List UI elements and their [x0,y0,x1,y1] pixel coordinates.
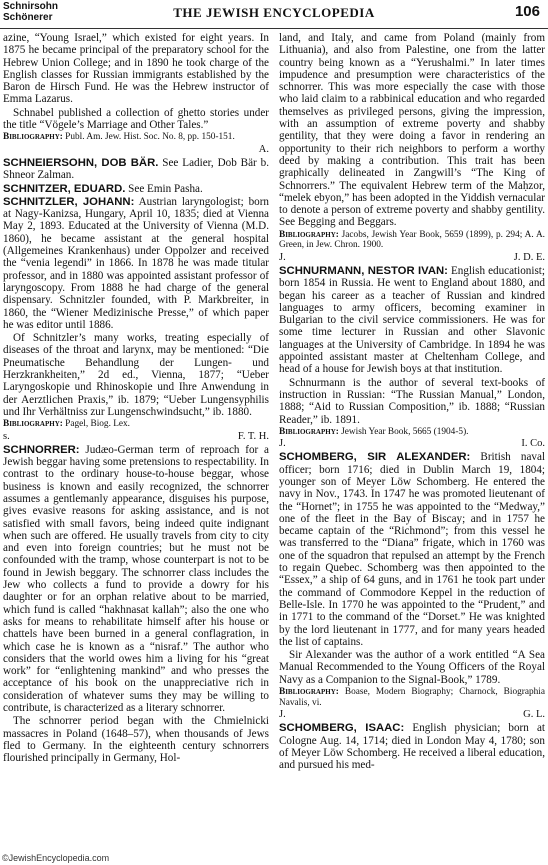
entry-text: Austrian laryngologist; born at Nagy-Kanizsa, Hungary, April 10, 1835; died at Vienna May 2, 1893. Educated at the University of Vienna (M.D. 1860), he became assistant at the general hospital (Allgemeines Krankenhaus) under Oppolzer and received the “venia legendi” in 1866. In 1878 he was made titular professor, and in 1880 was appointed assistant professor of laryngoscopy. From 1888 he had charge of the general dispensary. Schnitzler founded, with P. Markbreiter, in 1860, the “Wiener Medizinische Presse,” of which paper he was editor until 1886. [3,195,269,331]
running-head-first: Schnirsohn [3,1,59,12]
signature-initials: F. T. H. [237,430,269,442]
running-head-last: Schönerer [3,12,53,23]
paragraph: The schnorrer period began with the Chmielnicki massacres in Poland (1648–57), when thousands of Jews fled to Germany. In the eighteenth century schnorrers flourished principally in Germany, Hol- [3,715,269,765]
entry [279,265,545,376]
paragraph: land, and Italy, and came from Poland (mainly from Lithuania), and also from Palestine, one from the latter country being known as a “Yerushalmi.” In later times impudence and presumption were characteristics of the schnorrer. This was more especially the case with those who laid claim to a rabbinical education and who regarded themselves as privileged persons, giving the impression, with an assumption of extreme poverty and shabby gentility, that they were doing a favor in rendering an opportunity to their rich neighbors to perform a worthy deed by making a contribution. This trait has been graphically delineated in Zangwill’s “The King of Schnorrers.” The equivalent Hebrew term of the Maḥzor, “melek ebyon,” has been adopted in the Yiddish vernacular to denote a person of extreme poverty and shabby gentility. See Begging and Beggars. [279,32,545,229]
entry-text: British naval officer; born 1716; died in Dublin March 19, 1804; younger son of Meyer Löw Schomberg. He entered the navy in Nov., 1743. In 1747 he was promoted lieutenant of the “Hornet”; in 1755 he was appointed to the “Medway,” one of the fleet in the Bay of Biscay; and in 1757 he became captain of the “Richmond”; from this vessel he was transferred to the “Diana” frigate, which in 1760 was one of the squadron that repulsed an attempt by the French to regain Quebec. Schomberg was then appointed to the “Essex,” a ship of 64 guns, and in 1761 he took part under the command of Commodore Keppel in the reduction of Belle-Isle. In 1770 he was appointed to the “Prudent,” and in 1771 to the command of the “Dorset.” He was knighted by the lord lieutenant in 1777, and for many years headed the list of captains. [279,451,546,648]
entry-title: SCHNEIERSOHN, DOB BÄR. [3,156,159,169]
signature-class: J. [279,438,286,450]
bibliography-label: Bibliography: [279,426,339,437]
entry [3,157,269,182]
entry-text: See Ladier, Dob Bär b. Shneor Zalman. [3,156,270,182]
signature [279,709,545,721]
entry [279,722,545,771]
signature-initials: G. L. [523,709,545,721]
entry-title: SCHNITZER, EDUARD. [3,182,126,195]
paragraph: Sir Alexander was the author of a work entitled “A Sea Manual Recommended to the Young Officers of the Royal Navy as a Companion to the Signal-Book,” 1789. [279,649,545,686]
left-column [3,32,269,766]
entry [3,183,269,195]
entry-title: SCHOMBERG, SIR ALEXANDER: [279,451,471,464]
signature [3,144,269,156]
entry-title: SCHOMBERG, ISAAC: [279,722,405,735]
bibliography [3,132,269,143]
right-column [279,32,545,772]
entry [279,451,545,648]
signature-class: s. [3,430,10,442]
signature-class: J. [279,709,286,721]
signature [3,431,269,443]
signature-initials: I. Co. [521,438,545,450]
bibliography-text: Pagel, Biog. Lex. [62,419,130,430]
bibliography-label: Bibliography: [3,419,63,430]
entry-text: English physician; born at Cologne Aug. 14, 1714; died in London May 4, 1780; son of Meyer Löw Schomberg. He received a liberal education, and pursued his med- [279,722,546,772]
paragraph: azine, “Young Israel,” which existed for eight years. In 1875 he became principal of the preparatory school for the Hebrew Union College; and in 1890 he took charge of the English classes for Russian immigrants established by the Baron de Hirsch Fund. He was the Hebrew instructor of Emma Lazarus. [3,32,269,106]
paragraph: Schnurmann is the author of several text-books of instruction in Russian: “The Russian Manual,” London, 1888; “Aid to Russian Composition,” ib. 1888; “Russian Reader,” ib. 1891. [279,376,545,426]
site-watermark: ©JewishEncyclopedia.com [2,853,110,863]
bibliography [279,687,545,708]
entry-title: SCHNITZLER, JOHANN: [3,195,135,208]
signature [279,252,545,264]
bibliography [279,230,545,251]
journal-title: THE JEWISH ENCYCLOPEDIA [173,5,375,20]
entry-title: SCHNORRER: [3,443,80,456]
page-header [0,0,548,29]
bibliography [3,419,269,430]
signature-initials: J. D. E. [513,251,545,263]
bibliography-text: Boase, Modern Biography; Charnock, Biographia Navalis, vi. [279,687,545,708]
entry [3,196,269,331]
paragraph: Schnabel published a collection of ghetto stories under the title “Vögele’s Marriage and Other Tales.” [3,106,269,132]
bibliography-text: Publ. Am. Jew. Hist. Soc. No. 8, pp. 150-151. [62,132,235,143]
entry-text: See Emin Pasha. [125,182,203,195]
bibliography-label: Bibliography: [279,229,339,240]
bibliography-label: Bibliography: [279,687,339,698]
bibliography [279,427,545,438]
bibliography-label: Bibliography: [3,132,63,143]
entry-text: English educationist; born 1854 in Russia. He went to England about 1880, and began his career as a teacher of Russian and kindred languages to army officers, becoming examiner in Bulgarian to the civil service commissioners. He was for some time lecturer in Russian and other Slavonic languages at the University of Cambridge. In 1894 he was appointed assistant master at Cheltenham College, and head of a house for Jewish boys at that institution. [279,264,545,376]
signature-class: J. [279,251,286,263]
signature-initials: A. [258,143,269,155]
entry-text: Judæo-German term of reproach for a Jewish beggar having some pretensions to respectability. In contrast to the ordinary house-to-house beggar, whose business is known and easily recognized, the schnorrer assumes a gentlemanly appearance, disguises his purpose, gives evasive reasons for asking assistance, and is not satisfied with small favors, being indeed quite indignant when such are offered. He usually travels from city to city and even into foreign countries; but he must not be confounded with the tramp, whose counterpart is not to be found in Jewish beggary. The schnorrer class includes the Jew who collects a fund to provide a dowry for his daughter or for an orphan relative about to be married, which fund is called “hakhnasat kallah”; also the one who asks for means to rehabilitate himself after his house or chattels have been burned in a general conflagration, in which case he is known as a “nisraf.” The author who considers that the world owes him a living for his “great work” for “enlightening mankind” and who presses the acceptance of his book on the unappreciative rich in consideration of whatever sums they may be willing to contribute, is characterized as a literary schnorrer. [3,443,269,715]
entry [3,444,269,715]
bibliography-text: Jacobs, Jewish Year Book, 5659 (1899), p. 294; A. A. Green, in Jew. Chron. 1900. [279,229,545,251]
bibliography-text: Jewish Year Book, 5665 (1904-5). [338,426,469,437]
entry-title: SCHNURMANN, NESTOR IVAN: [279,264,448,277]
paragraph: Of Schnitzler’s many works, treating especially of diseases of the throat and larynx, may be mentioned: “Die Pneumatische Behandlung der Lungen- und Herzkrankheiten,” 2d ed., Vienna, 1877; “Ueber Laryngoskopie und Rhinoskopie und Ihre Anwendung in der Aerztlichen Praxis,” ib. 1879; “Ueber Lungensyphilis und Ihr Verhältniss zur Lungenschwindsucht,” ib. 1880. [3,332,269,418]
page-number: 106 [514,3,540,20]
signature [279,438,545,450]
